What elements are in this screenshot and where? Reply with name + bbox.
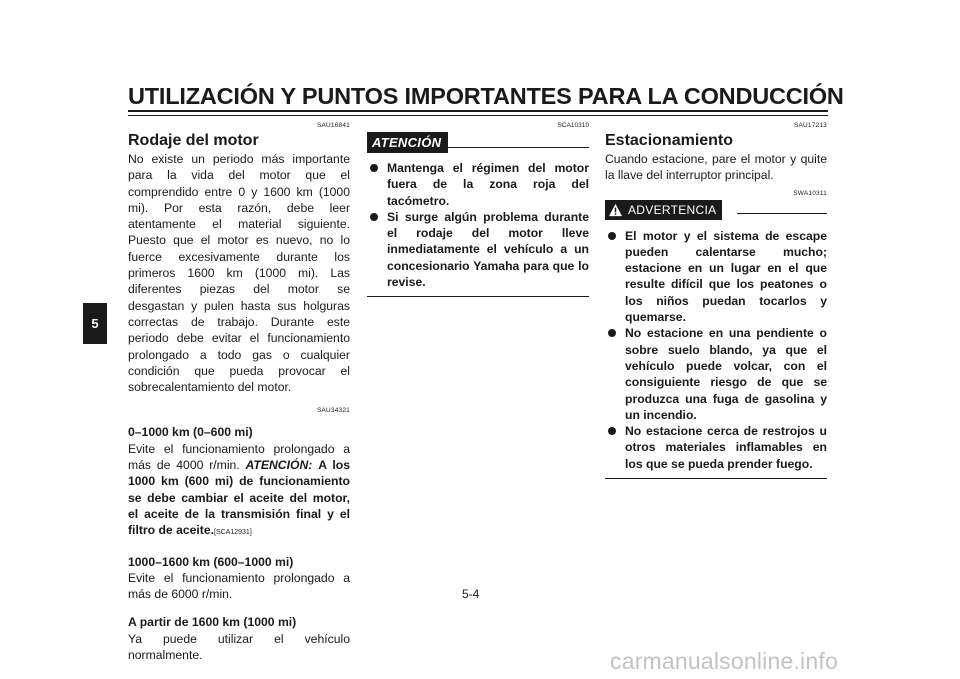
caution-code: [SCA12931] [214, 529, 252, 537]
column-caution [367, 122, 589, 297]
stage-1-heading: 0–1000 km (0–600 mi) [128, 425, 253, 440]
reference-code: SCA10310 [557, 122, 589, 129]
caution-badge: ATENCIÓN [367, 132, 448, 153]
warning-triangle-icon [608, 203, 623, 217]
caution-list [367, 160, 589, 290]
header-rule-thick [128, 110, 828, 112]
page-number: 5-4 [462, 587, 480, 601]
warning-rule [737, 213, 827, 214]
bullet-dot-icon [608, 329, 616, 337]
stage-2-text: Evite el funcionamiento prolongado a más de 6000 r/min. [128, 570, 350, 602]
page-header [128, 82, 844, 110]
reference-code: SAU34321 [316, 407, 350, 415]
list-item: Si surge algún problema durante el rodaje del motor lleve inmediatamente el vehículo a un concesionario Yamaha para que lo revise. [367, 209, 589, 290]
caution-rule [443, 147, 589, 148]
stage-3-heading: A partir de 1600 km (1000 mi) [128, 615, 297, 630]
warning-list [605, 228, 827, 472]
bullet-dot-icon [370, 213, 378, 221]
warning-end-rule [605, 478, 827, 479]
list-item: No estacione en una pendiente o sobre suelo blando, ya que el vehículo puede volcar, con el consiguiente riesgo de que se produzca una fuga de gasolina y un incendio. [605, 325, 827, 423]
list-item: No estacione cerca de restrojos u otros materiales inflamables en los que se pueda prender fuego. [605, 423, 827, 472]
reference-code: SWA10311 [793, 189, 827, 197]
stage-2-heading: 1000–1600 km (600–1000 mi) [128, 554, 294, 569]
header-rule-thin [128, 115, 828, 116]
page-title: UTILIZACIÓN Y PUNTOS IMPORTANTES PARA LA CONDUCCIÓN [128, 83, 844, 109]
list-item: Mantenga el régimen del motor fuera de la zona roja del tacómetro. [367, 160, 589, 209]
bullet-dot-icon [608, 232, 616, 240]
watermark: carmanualsonline.info [610, 648, 838, 674]
caution-end-rule [367, 296, 589, 297]
warning-header [605, 200, 827, 222]
column-break-in [128, 122, 350, 663]
section-title-parking: Estacionamiento [605, 132, 734, 149]
warning-badge [605, 200, 722, 220]
bullet-dot-icon [608, 427, 616, 435]
warning-label: ADVERTENCIA [628, 202, 717, 217]
caution-header [367, 122, 589, 156]
column-parking [605, 122, 827, 479]
chapter-tab: 5 [83, 303, 107, 344]
list-item: El motor y el sistema de escape pueden calentarse mucho; estacione en un lugar en el que resulte difícil que los peatones o los niños puedan tocarlos y quemarse. [605, 228, 827, 326]
inline-caution-label: ATENCIÓN: [245, 458, 313, 473]
inline-caution-text: A los 1000 km (600 mi) de funcionamiento se debe cambiar el aceite del motor, el aceite de la transmisión final y el filtro de aceite. [128, 458, 350, 538]
reference-code: SAU16841 [316, 122, 350, 129]
section-title-break-in: Rodaje del motor [128, 132, 259, 149]
bullet-dot-icon [370, 164, 378, 172]
parking-intro: Cuando estacione, pare el motor y quite la llave del interruptor principal. [605, 152, 827, 183]
break-in-intro: No existe un periodo más importante para la vida del motor que el comprendido entre 0 y 1600 km (1000 mi). Por esta razón, debe leer atentamente el material siguiente. Puesto que el motor es nuevo, no lo fuerce excesivamente durante los primeros 1600 km (1000 mi). Las diferentes piezas del motor se desgastan y pulen hasta sus holguras correctas de trabajo. Durante este periodo debe evitar el funcionamiento prolongado a todo gas o cualquier condición que pueda provocar el sobrecalentamiento del motor. [128, 152, 350, 395]
stage-3-text: Ya puede utilizar el vehículo normalmente. [128, 631, 350, 663]
stage-1-text: Evite el funcionamiento prolongado a más de 4000 r/min. ATENCIÓN: A los 1000 km (600 mi) de funcionamiento se debe cambiar el aceite del motor, el aceite de la transmisión final y el filtro de aceite.[SCA12931] [128, 441, 350, 538]
reference-code: SAU17213 [793, 122, 827, 129]
